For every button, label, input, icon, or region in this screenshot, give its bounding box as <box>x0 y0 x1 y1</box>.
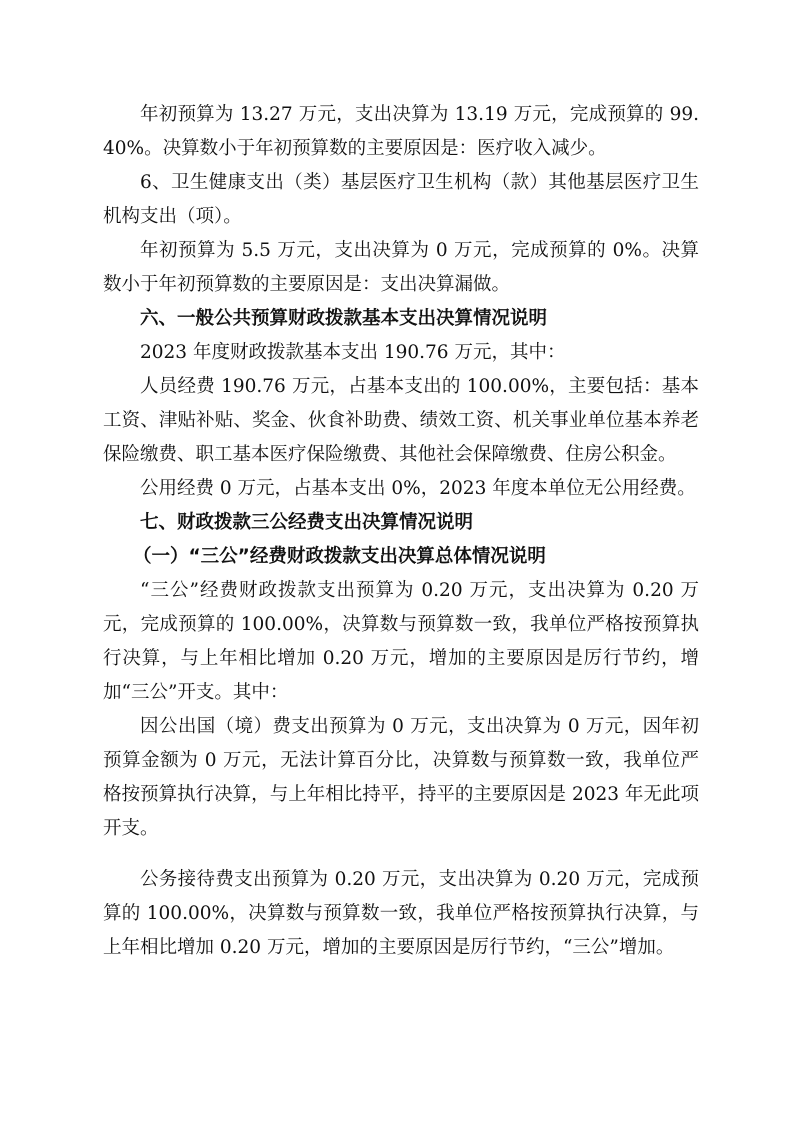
paragraph-basic-expense-total: 2023 年度财政拨款基本支出 190.76 万元，其中： <box>140 342 566 363</box>
spacer <box>103 846 699 863</box>
paragraph-personnel-expense: 人员经费 190.76 万元，占基本支出的 100.00%，主要包括：基本工资、津贴补贴、奖金、伙食补助费、绩效工资、机关事业单位基本养老保险缴费、职工基本医疗保险缴费、其他社会保障缴费、住房公积金。 <box>103 376 699 465</box>
paragraph-reception-expense: 公务接待费支出预算为 0.20 万元，支出决算为 0.20 万元，完成预算的 100.00%，决算数与预算数一致，我单位严格按预算执行决算，与上年相比增加 0.20 万元，增加的主要原因是厉行节约，“三公”增加。 <box>103 869 699 958</box>
paragraph-item6-title: 6、卫生健康支出（类）基层医疗卫生机构（款）其他基层医疗卫生机构支出（项）。 <box>103 172 699 227</box>
paragraph-item5-budget: 年初预算为 13.27 万元，支出决算为 13.19 万元，完成预算的 99.40%。决算数小于年初预算数的主要原因是：医疗收入减少。 <box>103 104 699 159</box>
subsection-heading-7-1: （一）“三公”经费财政拨款支出决算总体情况说明 <box>133 546 546 567</box>
section-heading-7: 七、财政拨款三公经费支出决算情况说明 <box>140 512 474 533</box>
paragraph-item6-budget: 年初预算为 5.5 万元，支出决算为 0 万元，完成预算的 0%。决算数小于年初预算数的主要原因是：支出决算漏做。 <box>103 240 699 295</box>
document-body <box>103 98 699 965</box>
paragraph-public-expense: 公用经费 0 万元，占基本支出 0%，2023 年度本单位无公用经费。 <box>140 478 696 499</box>
paragraph-overseas-travel: 因公出国（境）费支出预算为 0 万元，支出决算为 0 万元，因年初预算金额为 0 万元，无法计算百分比，决算数与预算数一致，我单位严格按预算执行决算，与上年相比持平，持平的主要原因是 2023 年无此项开支。 <box>103 716 699 839</box>
section-heading-6: 六、一般公共预算财政拨款基本支出决算情况说明 <box>140 308 548 329</box>
paragraph-three-public-overall: “三公”经费财政拨款支出预算为 0.20 万元，支出决算为 0.20 万元，完成预算的 100.00%，决算数与预算数一致，我单位严格按预算执行决算，与上年相比增加 0.20 万元，增加的主要原因是厉行节约，增加“三公”开支。其中： <box>103 580 699 703</box>
